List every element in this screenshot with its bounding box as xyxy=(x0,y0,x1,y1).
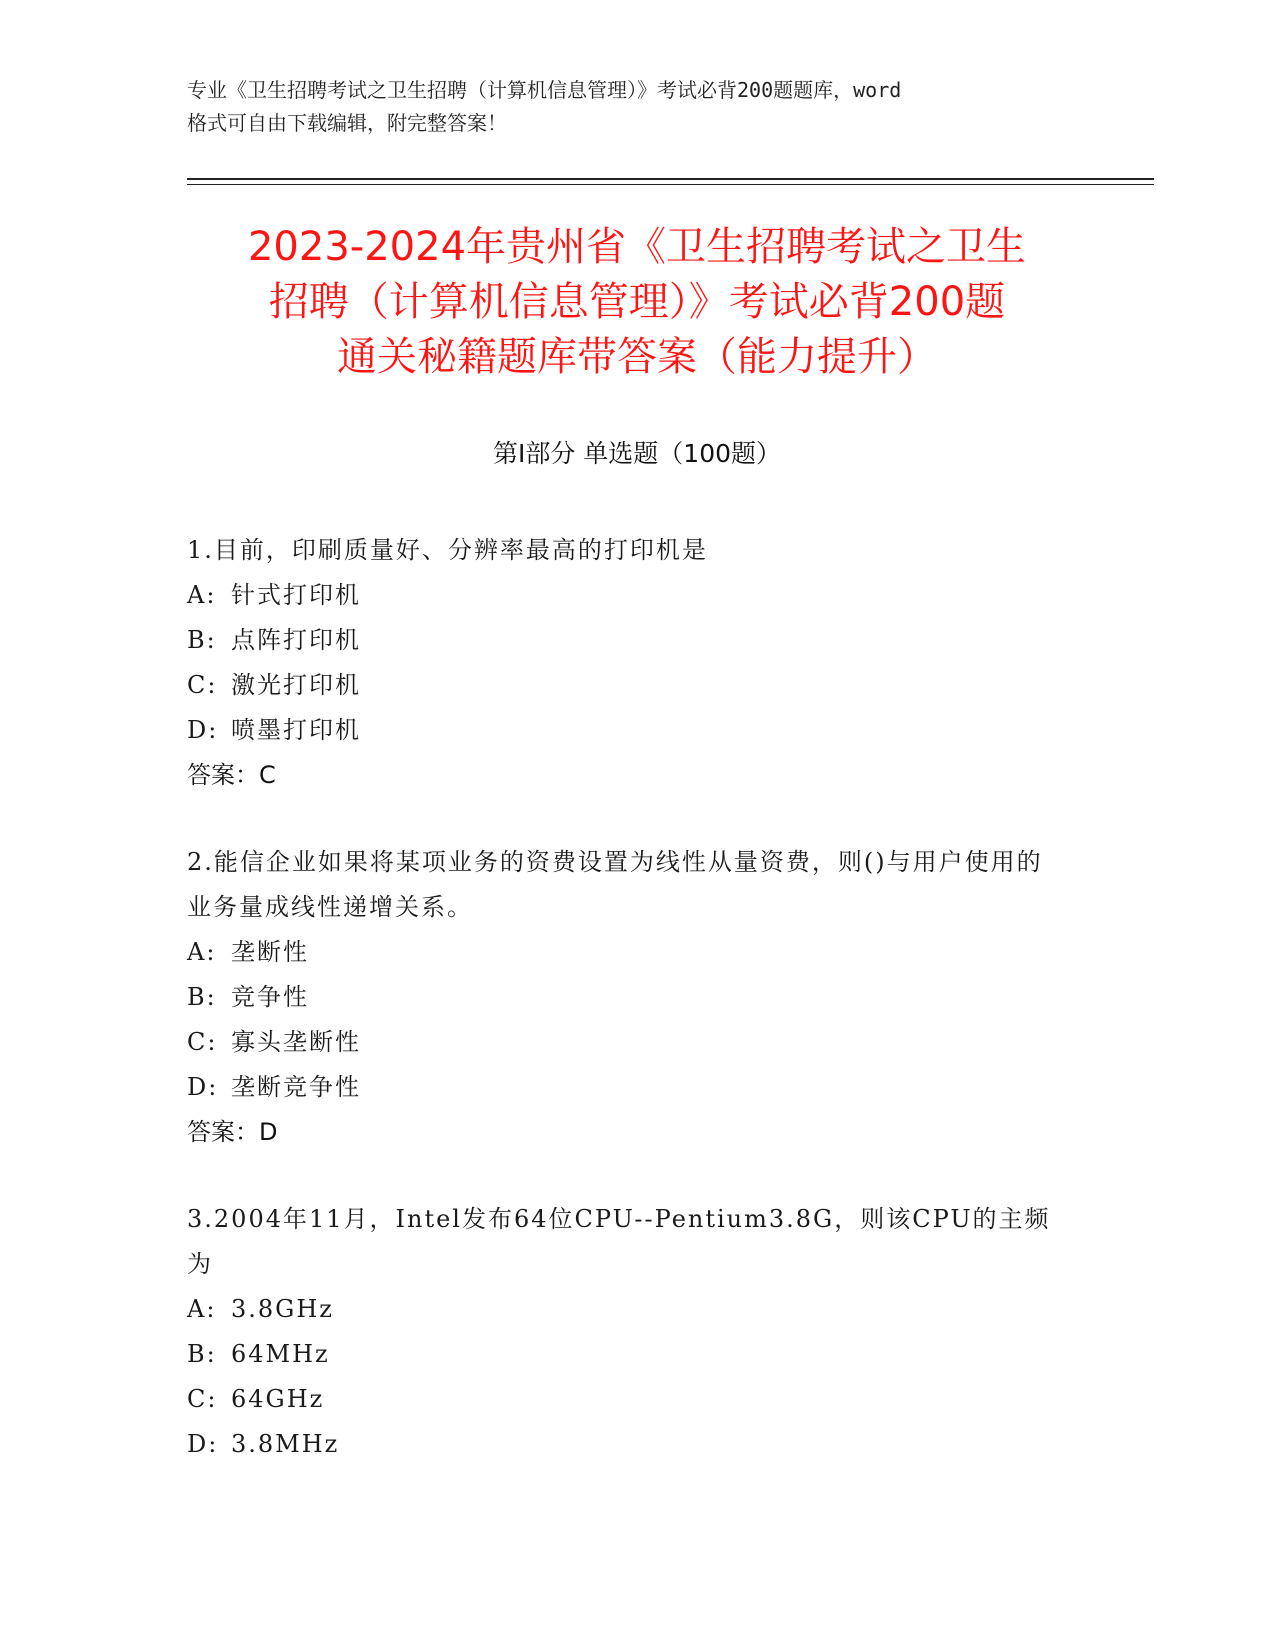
document-title-line-1: 2023-2024年贵州省《卫生招聘考试之卫生 xyxy=(247,224,1027,270)
option-text: 点阵打印机 xyxy=(231,626,361,654)
question-option-a xyxy=(187,1287,1067,1332)
question-option-a xyxy=(187,930,1067,975)
document-title xyxy=(187,220,1087,385)
option-key: A: xyxy=(187,581,217,609)
option-key: C: xyxy=(187,1385,218,1413)
section-heading: 第Ⅰ部分 单选题（100题） xyxy=(492,439,782,468)
question-answer: 答案：D xyxy=(187,1118,278,1146)
header-rule-thick xyxy=(187,178,1154,180)
header-note-line-1: 专业《卫生招聘考试之卫生招聘（计算机信息管理）》考试必背200题题库，word xyxy=(187,78,902,102)
option-key: A: xyxy=(187,938,217,966)
question-option-c xyxy=(187,1020,1067,1065)
question-item xyxy=(187,1197,1067,1467)
option-text: 64GHz xyxy=(231,1385,325,1413)
document-title-line-2: 招聘（计算机信息管理）》考试必背200题 xyxy=(268,279,1006,325)
question-option-b xyxy=(187,1332,1067,1377)
header-note xyxy=(187,74,1087,140)
question-option-d xyxy=(187,1065,1067,1110)
option-text: 喷墨打印机 xyxy=(231,716,361,744)
document-title-line-3: 通关秘籍题库带答案（能力提升） xyxy=(337,334,937,380)
question-stem: 3.2004年11月，Intel发布64位CPU--Pentium3.8G，则该CPU的主频为 xyxy=(187,1205,1051,1278)
question-option-b xyxy=(187,975,1067,1020)
option-text: 垄断性 xyxy=(231,938,309,966)
option-key: D: xyxy=(187,1073,219,1101)
header-rule-thin xyxy=(187,184,1154,185)
question-list xyxy=(187,528,1067,1509)
option-key: D: xyxy=(187,1430,219,1458)
question-option-d xyxy=(187,708,1067,753)
question-answer: 答案：C xyxy=(187,761,276,789)
question-option-d xyxy=(187,1422,1067,1467)
option-text: 垄断竞争性 xyxy=(231,1073,361,1101)
question-option-c xyxy=(187,663,1067,708)
question-option-a xyxy=(187,573,1067,618)
option-text: 寡头垄断性 xyxy=(231,1028,361,1056)
option-key: B: xyxy=(187,983,217,1011)
option-text: 针式打印机 xyxy=(231,581,361,609)
question-option-b xyxy=(187,618,1067,663)
option-text: 3.8GHz xyxy=(231,1295,334,1323)
option-key: B: xyxy=(187,626,217,654)
option-text: 3.8MHz xyxy=(231,1430,340,1458)
question-item xyxy=(187,528,1067,798)
option-text: 竞争性 xyxy=(231,983,309,1011)
option-key: A: xyxy=(187,1295,217,1323)
option-key: B: xyxy=(187,1340,217,1368)
option-key: D: xyxy=(187,716,219,744)
option-text: 激光打印机 xyxy=(231,671,361,699)
question-stem: 1.目前，印刷质量好、分辨率最高的打印机是 xyxy=(187,536,708,564)
option-text: 64MHz xyxy=(231,1340,330,1368)
question-option-c xyxy=(187,1377,1067,1422)
option-key: C: xyxy=(187,671,218,699)
header-note-line-2: 格式可自由下载编辑，附完整答案！ xyxy=(187,111,507,135)
question-item xyxy=(187,840,1067,1155)
option-key: C: xyxy=(187,1028,218,1056)
question-stem: 2.能信企业如果将某项业务的资费设置为线性从量资费，则()与用户使用的业务量成线性递增关系。 xyxy=(187,848,1043,921)
